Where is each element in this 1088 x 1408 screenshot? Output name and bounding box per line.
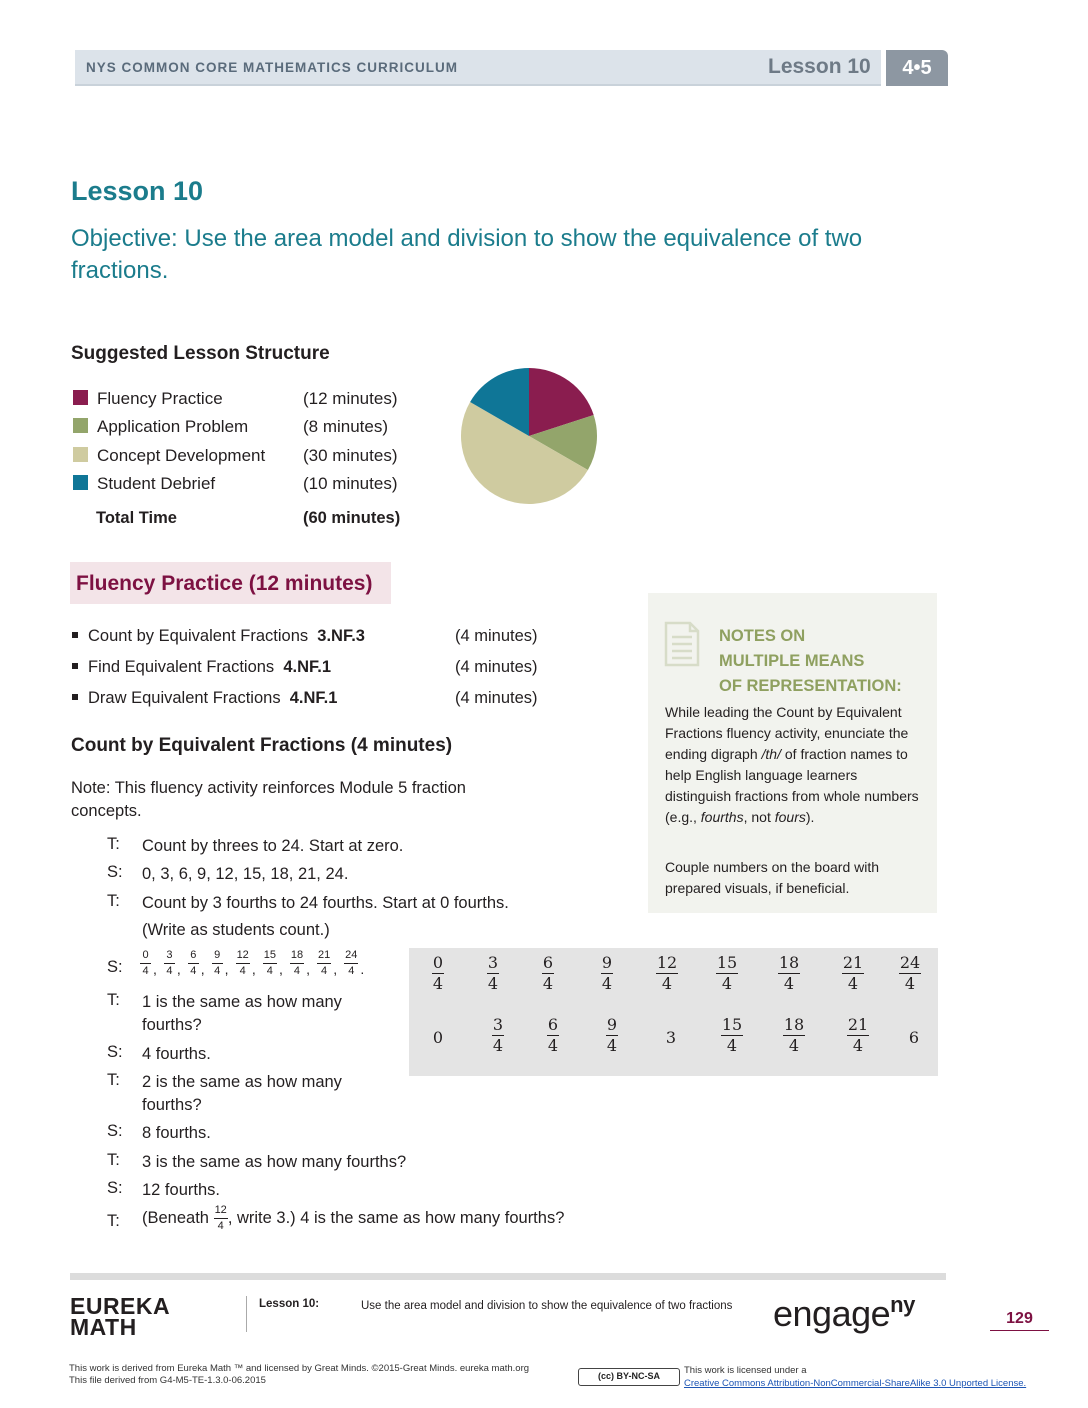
fraction: $\frac{6}{4}$ [188,950,199,977]
grid-fraction: $\frac{15}{4}$ [716,953,738,993]
dialogue-line: 0, 3, 6, 9, 12, 15, 18, 21, 24. [142,865,349,883]
structure-title: Suggested Lesson Structure [71,343,330,364]
structure-item-minutes: (30 minutes) [303,446,398,465]
grid-fraction: $\frac{18}{4}$ [778,953,800,993]
fluency-item-standard: 3.NF.3 [317,627,365,645]
legend-swatch [73,390,88,405]
lesson-title: Lesson 10 [71,176,204,206]
grid-fraction: $\frac{9}{4}$ [601,953,613,993]
dialogue-line: 1 is the same as how many fourths? [142,993,342,1034]
fraction: $\frac{18}{4}$ [290,949,304,977]
document-icon [664,621,700,667]
section-title: Count by Equivalent Fractions (4 minutes) [71,735,453,756]
grid-fraction: $\frac{3}{4}$ [492,1015,504,1055]
fluency-item-standard: 4.NF.1 [283,658,332,676]
separator: , [306,961,310,978]
header-lesson: Lesson 10 [768,55,871,78]
fraction: $\frac{0}{4}$ [140,950,151,977]
structure-item-label: Fluency Practice [97,389,223,408]
separator: , [333,961,338,978]
grid-fraction: $\frac{3}{4}$ [487,953,499,993]
fluency-item-standard: 4.NF.1 [289,689,338,707]
bullet-icon [72,694,78,700]
dialogue-line: 3 is the same as how many fourths? [142,1153,407,1171]
fraction: $\frac{12}{4}$ [214,1204,227,1232]
notes-paragraph: Couple numbers on the board with prepared visuals, if beneficial. [665,859,880,896]
derivation-notice: This work is derived from Eureka Math ™ and licensed by Great Minds. ©2015-Great Minds. eureka math.org This file derived from G4-M5-TE-1.3.0-06.2015 [69,1363,530,1386]
grid-fraction: $\frac{18}{4}$ [783,1015,805,1055]
fluency-item-label: Find Equivalent Fractions [88,658,275,676]
structure-item-fluency [73,389,223,409]
structure-item-minutes: (10 minutes) [303,474,398,493]
speaker: S: [107,863,123,881]
curriculum-label: NYS COMMON CORE MATHEMATICS CURRICULUM [86,60,458,75]
grid-whole-number: 0 [432,1028,444,1047]
total-time-label: Total Time [96,509,177,527]
total-time-minutes: (60 minutes) [303,509,401,527]
fluency-item [72,689,337,708]
speaker: S: [107,1179,123,1197]
footer-lesson-label: Lesson 10: [259,1298,320,1310]
separator: , [176,961,181,978]
notes-title-line: OF REPRESENTATION: [719,677,902,695]
fluency-item-minutes: (4 minutes) [455,658,538,676]
speaker: T: [107,991,120,1009]
separator: . [360,961,365,978]
separator: , [200,961,205,978]
legend-swatch [73,418,88,433]
notes-title [719,624,902,699]
separator: , [278,961,283,978]
objective: Objective: Use the area model and division to show the equivalence of two fractions. [71,225,863,284]
footer-rule [70,1273,946,1280]
fluency-title: Fluency Practice (12 minutes) [76,572,373,595]
eureka-math-logo: EUREKA MATH [70,1293,171,1340]
speaker: T: [107,1151,120,1169]
grid-fraction: $\frac{12}{4}$ [656,953,678,993]
footer-separator [246,1296,247,1332]
notes-title-line: NOTES ON [719,627,806,645]
legend-swatch [73,447,88,462]
fraction: $\frac{12}{4}$ [236,949,249,977]
grid-fraction: $\frac{15}{4}$ [721,1015,743,1055]
license-link[interactable]: Creative Commons Attribution-NonCommercial-ShareAlike 3.0 Unported License. [684,1378,1027,1389]
structure-item-minutes: (12 minutes) [303,389,398,408]
fraction: $\frac{3}{4}$ [164,950,175,977]
separator: , [153,961,157,978]
grid-fraction: $\frac{6}{4}$ [542,953,554,993]
dialogue-line: 12 fourths. [142,1181,220,1199]
fraction: $\frac{24}{4}$ [345,949,358,977]
separator: , [251,961,256,978]
speaker: S: [107,1122,123,1140]
section-note: Note: This fluency activity reinforces Module 5 fraction concepts. [71,779,466,820]
structure-item-label: Concept Development [97,446,266,465]
grid-fraction: $\frac{21}{4}$ [847,1015,869,1055]
speaker: T: [107,835,120,853]
fraction: $\frac{21}{4}$ [317,949,331,977]
structure-item-minutes: (8 minutes) [303,417,389,436]
fluency-item-minutes: (4 minutes) [455,627,538,645]
notes-title-line: MULTIPLE MEANS [719,652,865,670]
grade-module-badge: 4•5 [886,50,948,86]
speaker: S: [107,958,123,976]
dialogue-line: 2 is the same as how many fourths? [142,1073,342,1114]
license-notice: This work is licensed under a Creative Commons Attribution-NonCommercial-ShareAlike 3.0 Unported License. [684,1365,1027,1389]
speaker: T: [107,1071,120,1089]
cc-license-badge: (cc) BY-NC-SA [578,1368,680,1386]
bullet-icon [72,663,78,669]
engageny-logo: engage$^{ny}$ [773,1292,915,1334]
notes-paragraph: While leading the Count by Equivalent Fractions fluency activity, enunciate the ending digraph /th/ of fraction names to help English language learners distinguish fractions from whole numbers (e.g., fourths, not fours). [665,704,919,825]
fluency-item-label: Draw Equivalent Fractions [88,689,281,707]
structure-item-label: Student Debrief [97,474,216,493]
grid-whole-number: 6 [908,1028,920,1047]
grid-fraction: $\frac{6}{4}$ [547,1015,559,1055]
dialogue-line: Count by 3 fourths to 24 fourths. Start at 0 fourths. (Write as students count.) [142,894,509,939]
structure-item-label: Application Problem [97,417,249,436]
fluency-item [72,627,365,646]
dialogue-line: 8 fourths. [142,1124,211,1142]
grid-fraction: $\frac{21}{4}$ [842,953,864,993]
grid-fraction: $\frac{24}{4}$ [899,953,921,993]
fraction-sequence [140,950,371,977]
structure-item-application [73,417,248,437]
separator: , [224,961,229,978]
fraction: $\frac{9}{4}$ [212,950,223,977]
legend-swatch [73,475,88,490]
dialogue-line: (Beneath $\frac{12}{4}$ , write 3.) 4 is the same as how many fourths? [142,1204,565,1232]
grid-fraction: $\frac{0}{4}$ [432,953,444,993]
dialogue-line: Count by threes to 24. Start at zero. [142,837,404,855]
footer-lesson-desc: Use the area model and division to show the equivalence of two fractions [361,1300,733,1312]
page-number: 129 [990,1310,1049,1331]
grid-whole-number: 3 [665,1028,677,1047]
fluency-item-label: Count by Equivalent Fractions [88,627,309,645]
fraction: $\frac{15}{4}$ [263,949,276,977]
structure-item-concept [73,446,265,466]
lesson-structure-pie-chart [459,366,599,506]
fluency-item-minutes: (4 minutes) [455,689,538,707]
speaker: T: [107,892,120,910]
speaker: T: [107,1212,120,1230]
bullet-icon [72,632,78,638]
fraction-grid [409,948,938,1076]
dialogue-line: 4 fourths. [142,1045,211,1063]
speaker: S: [107,1043,123,1061]
structure-item-debrief [73,474,215,494]
grid-fraction: $\frac{9}{4}$ [606,1015,618,1055]
fluency-item [72,658,331,677]
